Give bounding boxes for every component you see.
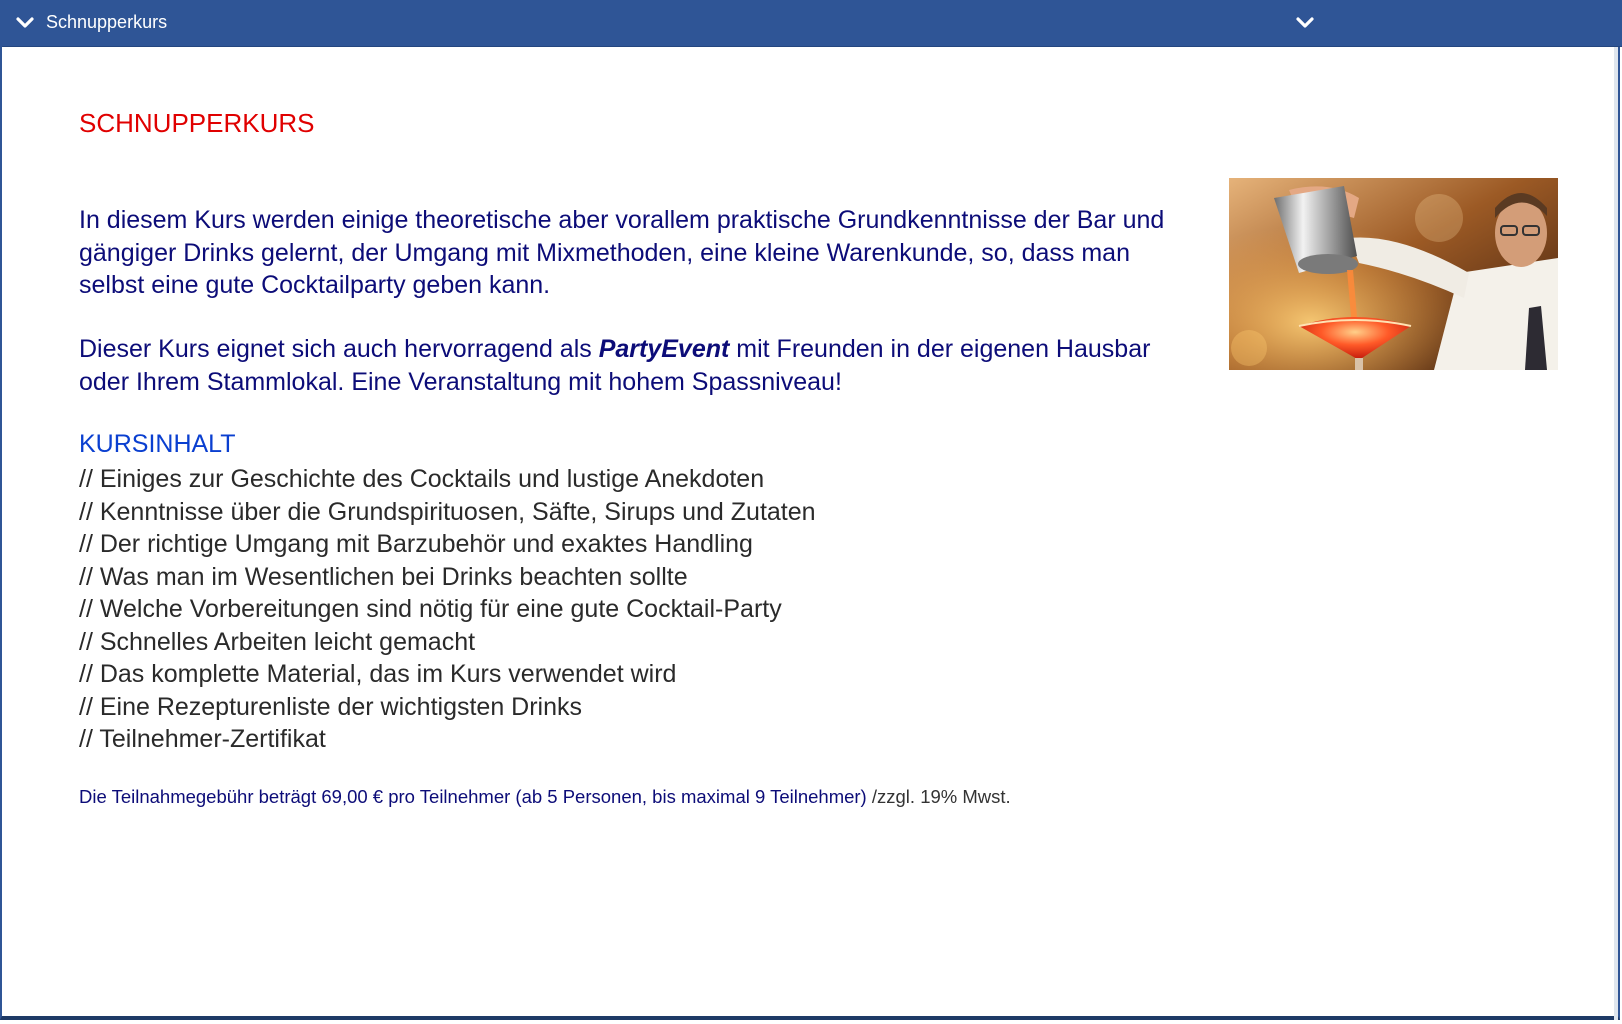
bartender-photo [1229, 178, 1558, 370]
list-item: // Schnelles Arbeiten leicht gemacht [79, 627, 476, 656]
party-event-emphasis: PartyEvent [598, 335, 730, 363]
list-item: // Kenntnisse über die Grundspirituosen, Säfte, Sirups und Zutaten [79, 497, 816, 526]
list-item: // Eine Rezepturenliste der wichtigsten Drinks [79, 692, 583, 721]
panel-header[interactable] [2, 0, 1622, 47]
list-item: // Teilnehmer-Zertifikat [79, 725, 326, 753]
tax-text: /zzgl. 19% Mwst. [866, 786, 1011, 807]
fee-note [79, 786, 1011, 808]
party-text-suffix: mit Freunden in der eigenen Hausbar oder Ihrem Stammlokal. Eine Veranstaltung mit hohem Spassniveau! [79, 335, 1151, 396]
course-content-list [79, 463, 816, 756]
party-text-prefix: Dieser Kurs eignet sich auch hervorragend als [79, 335, 599, 363]
chevron-down-icon[interactable] [16, 17, 34, 29]
list-item: // Der richtige Umgang mit Barzubehör und exaktes Handling [79, 530, 753, 558]
panel-title[interactable]: Schnupperkurs [46, 12, 168, 32]
scrollbar-track[interactable] [1614, 47, 1618, 1020]
list-item: // Einiges zur Geschichte des Cocktails und lustige Anekdoten [79, 465, 765, 493]
list-item: // Was man im Wesentlichen bei Drinks beachten sollte [79, 562, 688, 591]
section-title-kursinhalt: KURSINHALT [79, 430, 236, 458]
intro-paragraph: In diesem Kurs werden einige theoretische aber vorallem praktische Grundkenntnisse der Bar und gängiger Drinks gelernt, der Umgang mit Mixmethoden, eine kleine Warenkunde, so, dass man selbst eine gute Cocktailparty geben kann. [79, 206, 1165, 299]
list-item: // Das komplette Material, das im Kurs verwendet wird [79, 660, 677, 688]
party-paragraph [79, 333, 1189, 398]
page-title: SCHNUPPERKURS [79, 108, 315, 138]
list-item: // Welche Vorbereitungen sind nötig für eine gute Cocktail-Party [79, 595, 782, 623]
fee-text: Die Teilnahmegebühr beträgt 69,00 € pro Teilnehmer (ab 5 Personen, bis maximal 9 Teilnehmer) [79, 786, 867, 807]
chevron-down-icon[interactable] [1296, 17, 1314, 29]
